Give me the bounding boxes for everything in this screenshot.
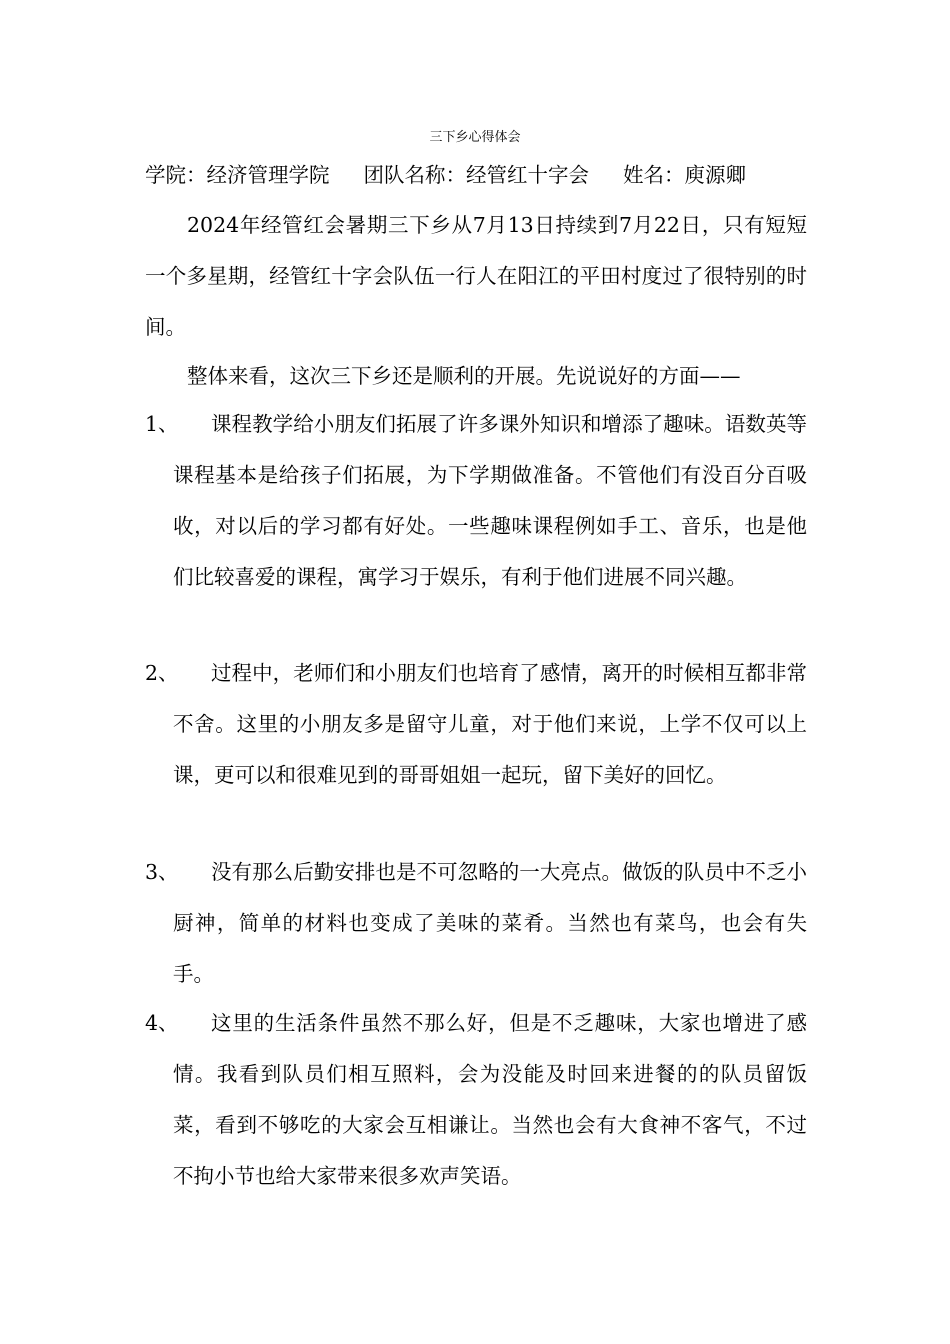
list-item-number: 4、	[145, 1011, 179, 1035]
list-item-text: 没有那么后勤安排也是不可忽略的一大亮点。做饭的队员中不乏小厨神，简单的材料也变成了美味的菜肴。当然也有菜鸟，也会有失手。	[173, 860, 807, 986]
list-item-text: 这里的生活条件虽然不那么好，但是不乏趣味，大家也增进了感情。我看到队员们相互照料，会为没能及时回来进餐的的队员留饭菜，看到不够吃的大家会互相谦让。当然也会有大食神不客气，不过不拘小节也给大家带来很多欢声笑语。	[173, 1011, 807, 1188]
list-item-number: 2、	[145, 661, 179, 685]
college-label: 学院：经济管理学院	[145, 163, 330, 187]
list-item	[145, 399, 807, 603]
team-label: 团队名称：经管红十字会	[363, 163, 589, 187]
list-item-text: 课程教学给小朋友们拓展了许多课外知识和增添了趣味。语数英等课程基本是给孩子们拓展，为下学期做准备。不管他们有没百分百吸收，对以后的学习都有好处。一些趣味课程例如手工、音乐，也是他们比较喜爱的课程，寓学习于娱乐，有利于他们进展不同兴趣。	[173, 412, 807, 589]
list-item-text: 过程中，老师们和小朋友们也培育了感情，离开的时候相互都非常不舍。这里的小朋友多是留守儿童，对于他们来说，上学不仅可以上课，更可以和很难见到的哥哥姐姐一起玩，留下美好的回忆。	[173, 661, 807, 787]
overview-paragraph: 整体来看，这次三下乡还是顺利的开展。先说说好的方面——	[187, 364, 741, 388]
list-item-number: 1、	[145, 412, 179, 436]
list-item	[145, 847, 807, 1000]
intro-paragraph: 2024年经管红会暑期三下乡从7月13日持续到7月22日，只有短短一个多星期，经管红十字会队伍一行人在阳江的平田村度过了很特别的时间。	[145, 213, 807, 339]
author-name-label: 姓名：庾源卿	[623, 163, 746, 187]
document-title: 三下乡心得体会	[429, 130, 521, 145]
list-item-number: 3、	[145, 860, 179, 884]
list-item	[145, 998, 807, 1202]
author-info-line	[145, 160, 825, 190]
list-item	[145, 648, 807, 801]
